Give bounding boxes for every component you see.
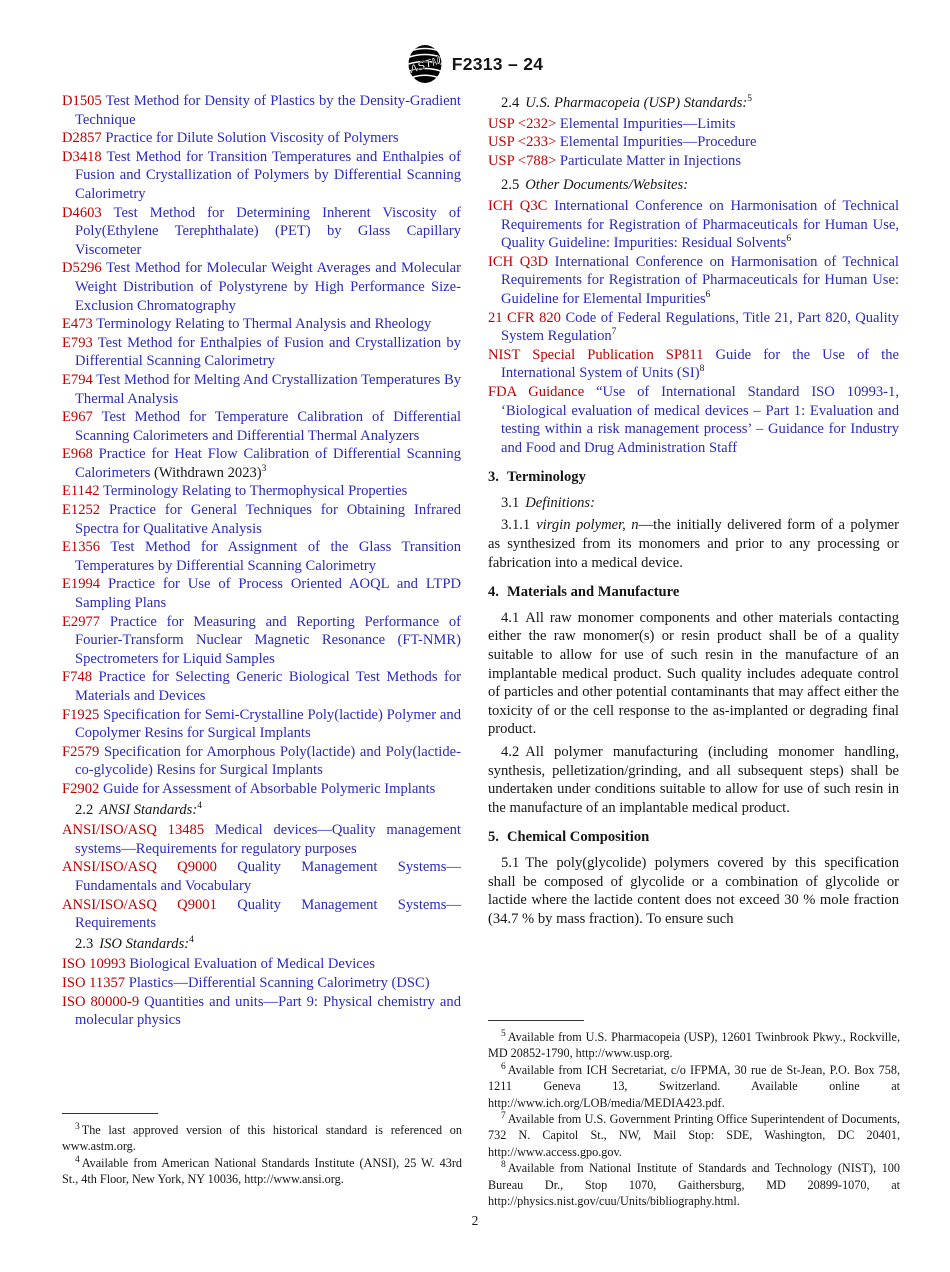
paragraph-text: All raw monomer components and other materials contacting either the raw monomer(s) or resin product shall be of a quality suitable to allow for use of such resin in the manufacture of an implantable medical product. Such quality includes adequate control of particles and other potential contaminants that may affect either the toxicity of or the cell response to the as-implanted or degrading final product. [488,609,899,738]
paragraph-number: 3.1.1 [501,517,531,534]
reference-item [488,115,899,134]
reference-code-link[interactable]: F2579 [62,743,100,760]
reference-item [62,974,461,993]
reference-item [62,129,461,148]
reference-code-link[interactable]: ISO 80000-9 [62,993,140,1010]
footnote-marker: 4 [197,800,202,811]
footnote-list [62,1122,462,1188]
footnote [488,1062,900,1111]
footnote-text: Available from ICH Secretariat, c/o IFPMA, 30 rue de St-Jean, P.O. Box 758, 1211 Geneva 13, Switzerland. Available online at http://www.ich.org/LOB/media/MEDIA423.pdf. [488,1062,900,1110]
reference-title-link[interactable]: Particulate Matter in Injections [559,152,742,169]
reference-code-link[interactable]: ISO 10993 [62,956,126,973]
footnote-text: Available from U.S. Pharmacopeia (USP), 12601 Twinbrook Pkwy., Rockville, MD 20852-1790, http://www.usp.org. [488,1030,900,1061]
reference-code-link[interactable]: ICH Q3D [488,253,549,270]
reference-title-link[interactable]: Test Method for Determining Inherent Viscosity of Poly(Ethylene Terephthalate) (PET) by Glass Capillary Viscometer [75,204,461,258]
reference-item [488,383,899,457]
reference-title-link[interactable]: Practice for Measuring and Reporting Performance of Fourier-Transform Nuclear Magnetic Resonance (FT-NMR) Spectrometers for Liquid Samples [75,613,461,667]
reference-item [488,309,899,346]
section-heading-terminology [488,468,899,487]
subsection-title: ISO Standards: [99,935,190,952]
paragraph-3-1 [488,494,899,513]
footnote [62,1122,462,1155]
paragraph-4-1 [488,609,899,739]
footnote-number: 4 [75,1154,80,1165]
subsection-heading-usp [488,94,899,113]
section-number: 5. [488,829,499,846]
reference-title-link[interactable]: Terminology Relating to Thermal Analysis and Rheology [96,316,432,333]
paragraph-text: The poly(glycolide) polymers covered by this specification shall be composed of glycolide or a combination of glycolide or lactide where the lactide content does not exceed 30 % mole fraction (34.7 % by mass fraction). To ensure such [488,854,899,927]
reference-item [62,315,461,334]
reference-title-link[interactable]: Test Method for Transition Temperatures and Enthalpies of Fusion and Crystallization of Polymers by Differential Scanning Calorimetry [75,148,461,202]
footnote-number: 3 [75,1121,80,1132]
footnote [62,1155,462,1188]
reference-title-link[interactable]: Test Method for Enthalpies of Fusion and Crystallization by Differential Scanning Calorimetry [75,334,461,370]
reference-code-link[interactable]: E794 [62,371,93,388]
footnote-list [488,1029,900,1209]
footnote-marker: 4 [189,934,194,945]
iso-references-list [62,955,461,1029]
footnote-marker: 5 [747,94,752,105]
paragraph-number: 3.1 [501,494,520,511]
reference-code-link[interactable]: USP <232> [488,115,557,132]
reference-code-link[interactable]: D4603 [62,204,102,221]
reference-code-link[interactable]: F1925 [62,706,100,723]
reference-title-link[interactable]: Elemental Impurities—Limits [559,115,736,132]
paragraph-text: All polymer manufacturing (including monomer handling, synthesis, pelletization/grinding, and all subsequent steps) shall be undertaken under conditions suitable to allow for use of such resin in the manufacture of an implantable medical product. [488,744,899,816]
reference-item [488,152,899,171]
reference-title-link[interactable]: International Conference on Harmonisation of Technical Requirements for Registration of Pharmaceuticals for Human Use: Guideline for Elemental Impurities [501,253,899,307]
subsection-heading-other [488,176,899,195]
reference-title-link[interactable]: Practice for Selecting Generic Biological Test Methods for Materials and Devices [75,669,461,704]
reference-item [62,896,461,933]
reference-code-link[interactable]: D5296 [62,260,102,277]
reference-code-link[interactable]: E1252 [62,502,101,519]
reference-title-link[interactable]: Quality Management Systems—Requirements [75,896,461,932]
section-number: 3. [488,469,499,486]
reference-code-link[interactable]: D2857 [62,130,102,147]
footnote-number: 8 [501,1160,506,1171]
subsection-number: 2.4 [501,95,520,111]
other-documents-list [488,197,899,457]
section-title: Terminology [506,469,586,486]
reference-title-link[interactable]: Practice for Heat Flow Calibration of Differential Scanning Calorimeters [75,446,461,481]
reference-code-link[interactable]: ISO 11357 [62,974,126,991]
reference-code-link[interactable]: E473 [62,316,93,333]
footnote-marker: 3 [261,464,267,475]
reference-item [62,706,461,743]
section-title: Chemical Composition [506,829,650,846]
paragraph-5-1 [488,854,899,928]
reference-title-link[interactable]: Test Method for Melting And Crystallization Temperatures By Thermal Analysis [75,371,461,407]
paragraph-number: 5.1 [501,854,520,871]
reference-item [62,482,461,501]
reference-title-link[interactable]: Guide for Assessment of Absorbable Polymeric Implants [102,780,436,797]
reference-title-link[interactable]: Quantities and units—Part 9: Physical chemistry and molecular physics [75,993,461,1029]
footnote-number: 6 [501,1061,506,1072]
reference-item [62,743,461,780]
reference-item [62,501,461,538]
reference-title-link[interactable]: Medical devices—Quality management systems—Requirements for regulatory purposes [75,822,461,857]
subsection-title: Other Documents/Websites: [525,177,689,194]
page-number: 2 [471,1213,479,1228]
reference-code-link[interactable]: ANSI/ISO/ASQ Q9000 [62,859,217,876]
reference-code-link[interactable]: E1142 [62,483,100,500]
footnote-number: 5 [501,1028,506,1039]
paragraph-4-2 [488,743,899,817]
reference-code-link[interactable]: F2902 [62,780,100,797]
reference-item [488,253,899,309]
reference-code-link[interactable]: E2977 [62,613,101,630]
reference-item [62,613,461,669]
reference-item [488,133,899,152]
right-column [488,92,899,932]
footnote-text: Available from American National Standards Institute (ANSI), 25 W. 43rd St., 4th Floor, New York, NY 10036, http://www.ansi.org. [62,1155,462,1187]
reference-item [62,334,461,371]
reference-title-link[interactable]: “Use of International Standard ISO 10993-1, ‘Biological evaluation of medical devices – Part 1: Evaluation and testing within a risk management process’ – Guidance for Industry and Food and Drug Administration Staff [501,383,899,456]
defined-term: virgin polymer, n [536,517,639,534]
footnote-text: The last approved version of this historical standard is referenced on www.astm.org. [62,1123,462,1154]
reference-code-link[interactable]: E1356 [62,539,101,556]
reference-code-link[interactable]: E968 [62,446,93,463]
reference-item [62,92,461,129]
reference-item [62,858,461,895]
footnote [488,1160,900,1209]
footnote-divider [62,1113,158,1114]
usp-references-list [488,115,899,171]
reference-code-link[interactable]: 21 CFR 820 [488,309,561,326]
reference-item [62,408,461,445]
subsection-title: ANSI Standards: [99,801,198,818]
reference-title-link[interactable]: Specification for Semi-Crystalline Poly(lactide) Polymer and Copolymer Resins for Surgical Implants [75,706,461,742]
page-header [0,44,950,84]
footnote-marker: 8 [699,364,705,375]
reference-title-link[interactable]: Guide for the Use of the International System of Units (SI) [501,346,900,382]
reference-item [62,445,461,482]
reference-title-link[interactable]: Biological Evaluation of Medical Devices [129,956,375,973]
reference-title-link[interactable]: Code of Federal Regulations, Title 21, Part 820, Quality System Regulation [501,309,899,345]
doc-designation: F2313 – 24 [451,53,544,74]
reference-code-link[interactable]: USP <788> [488,152,557,169]
reference-title-link[interactable]: Practice for General Techniques for Obtaining Infrared Spectra for Qualitative Analysis [75,502,461,537]
reference-item [62,204,461,260]
reference-code-link[interactable]: USP <233> [488,134,557,151]
reference-suffix: (Withdrawn 2023) [150,464,262,481]
subsection-number: 2.5 [501,177,520,194]
reference-title-link[interactable]: Practice for Use of Process Oriented AOQL and LTPD Sampling Plans [75,576,461,612]
reference-title-link[interactable]: Practice for Dilute Solution Viscosity of Polymers [105,130,399,147]
astm-logo-icon [407,44,443,84]
reference-code-link[interactable]: ANSI/ISO/ASQ Q9001 [62,896,217,913]
footnote-marker: 6 [705,290,711,301]
reference-item [62,993,461,1030]
footnote-marker: 6 [786,234,792,245]
reference-title-link[interactable]: Test Method for Temperature Calibration of Differential Scanning Calorimeters and Differential Thermal Analyzers [75,409,461,444]
reference-title-link[interactable]: Specification for Amorphous Poly(lactide) and Poly(lactide-co-glycolide) Resins for Surgical Implants [75,743,461,779]
reference-item [62,668,461,705]
footnote-marker: 7 [611,327,617,338]
reference-code-link[interactable]: ICH Q3C [488,197,548,214]
svg-text:ASTM: ASTM [407,54,443,77]
reference-item [62,821,461,858]
reference-code-link[interactable]: E793 [62,334,93,351]
reference-title-link[interactable]: Test Method for Assignment of the Glass Transition Temperatures by Differential Scanning Calorimetry [75,539,461,574]
paragraph-number: 4.1 [501,609,520,626]
reference-title-link[interactable]: Plastics—Differential Scanning Calorimetry (DSC) [128,974,430,991]
section-heading-materials [488,583,899,602]
astm-references-list [62,92,461,799]
subsection-heading-ansi [62,801,461,820]
right-footnotes [488,1020,900,1209]
reference-item [488,197,899,253]
reference-code-link[interactable]: D1505 [62,93,102,109]
subsection-number: 2.3 [75,935,94,952]
reference-title-link[interactable]: Elemental Impurities—Procedure [559,134,757,151]
reference-code-link[interactable]: E967 [62,409,93,426]
reference-item [62,575,461,612]
reference-item [62,371,461,408]
footnote-number: 7 [501,1110,506,1121]
footnote [488,1111,900,1160]
reference-item [62,259,461,315]
reference-item [62,148,461,204]
reference-item [62,955,461,974]
footnote-text: Available from National Institute of Standards and Technology (NIST), 100 Bureau Dr., Stop 1070, Gaithersburg, MD 20899-1070, at http://physics.nist.gov/cuu/Units/bibliography.html. [488,1161,900,1209]
reference-title-link[interactable]: Terminology Relating to Thermophysical Properties [102,483,408,500]
reference-item [488,346,899,383]
subsection-title: U.S. Pharmacopeia (USP) Standards: [525,95,748,111]
reference-code-link[interactable]: NIST Special Publication SP811 [488,346,704,363]
footnote [488,1029,900,1062]
reference-title-link[interactable]: International Conference on Harmonisation of Technical Requirements for Registration of Pharmaceuticals for Human Use, Quality Guideline: Impurities: Residual Solvents [501,197,899,252]
paragraph-3-1-1 [488,516,899,572]
ansi-references-list [62,821,461,933]
left-footnotes [62,1113,462,1188]
subsection-heading-iso [62,935,461,954]
left-column [62,92,461,1030]
reference-title-link[interactable]: Quality Management Systems—Fundamentals and Vocabulary [75,859,461,894]
section-number: 4. [488,584,499,601]
reference-item [62,780,461,799]
definitions-label: Definitions: [525,494,595,511]
footnote-text: Available from U.S. Government Printing Office Superintendent of Documents, 732 N. Capitol St., NW, Mail Stop: SDE, Washington, DC 20401, http://www.access.gpo.gov. [488,1112,900,1159]
reference-code-link[interactable]: ANSI/ISO/ASQ 13485 [62,822,205,839]
reference-code-link[interactable]: F748 [62,669,93,686]
section-heading-chemical [488,828,899,847]
reference-title-link[interactable]: Test Method for Density of Plastics by the Density-Gradient Technique [75,93,461,128]
reference-title-link[interactable]: Test Method for Molecular Weight Averages and Molecular Weight Distribution of Polystyrene by High Performance Size-Exclusion Chromatography [75,260,462,314]
reference-item [62,538,461,575]
paragraph-number: 4.2 [501,744,520,760]
footnote-divider [488,1020,584,1021]
reference-code-link[interactable]: D3418 [62,148,102,165]
section-title: Materials and Manufacture [506,584,680,601]
subsection-number: 2.2 [75,801,94,818]
definition-text: —the initially delivered form of a polymer as synthesized from its monomers and prior to any processing or fabrication into a medical device. [488,517,900,571]
reference-code-link[interactable]: E1994 [62,576,101,593]
reference-code-link[interactable]: FDA Guidance [488,383,585,400]
